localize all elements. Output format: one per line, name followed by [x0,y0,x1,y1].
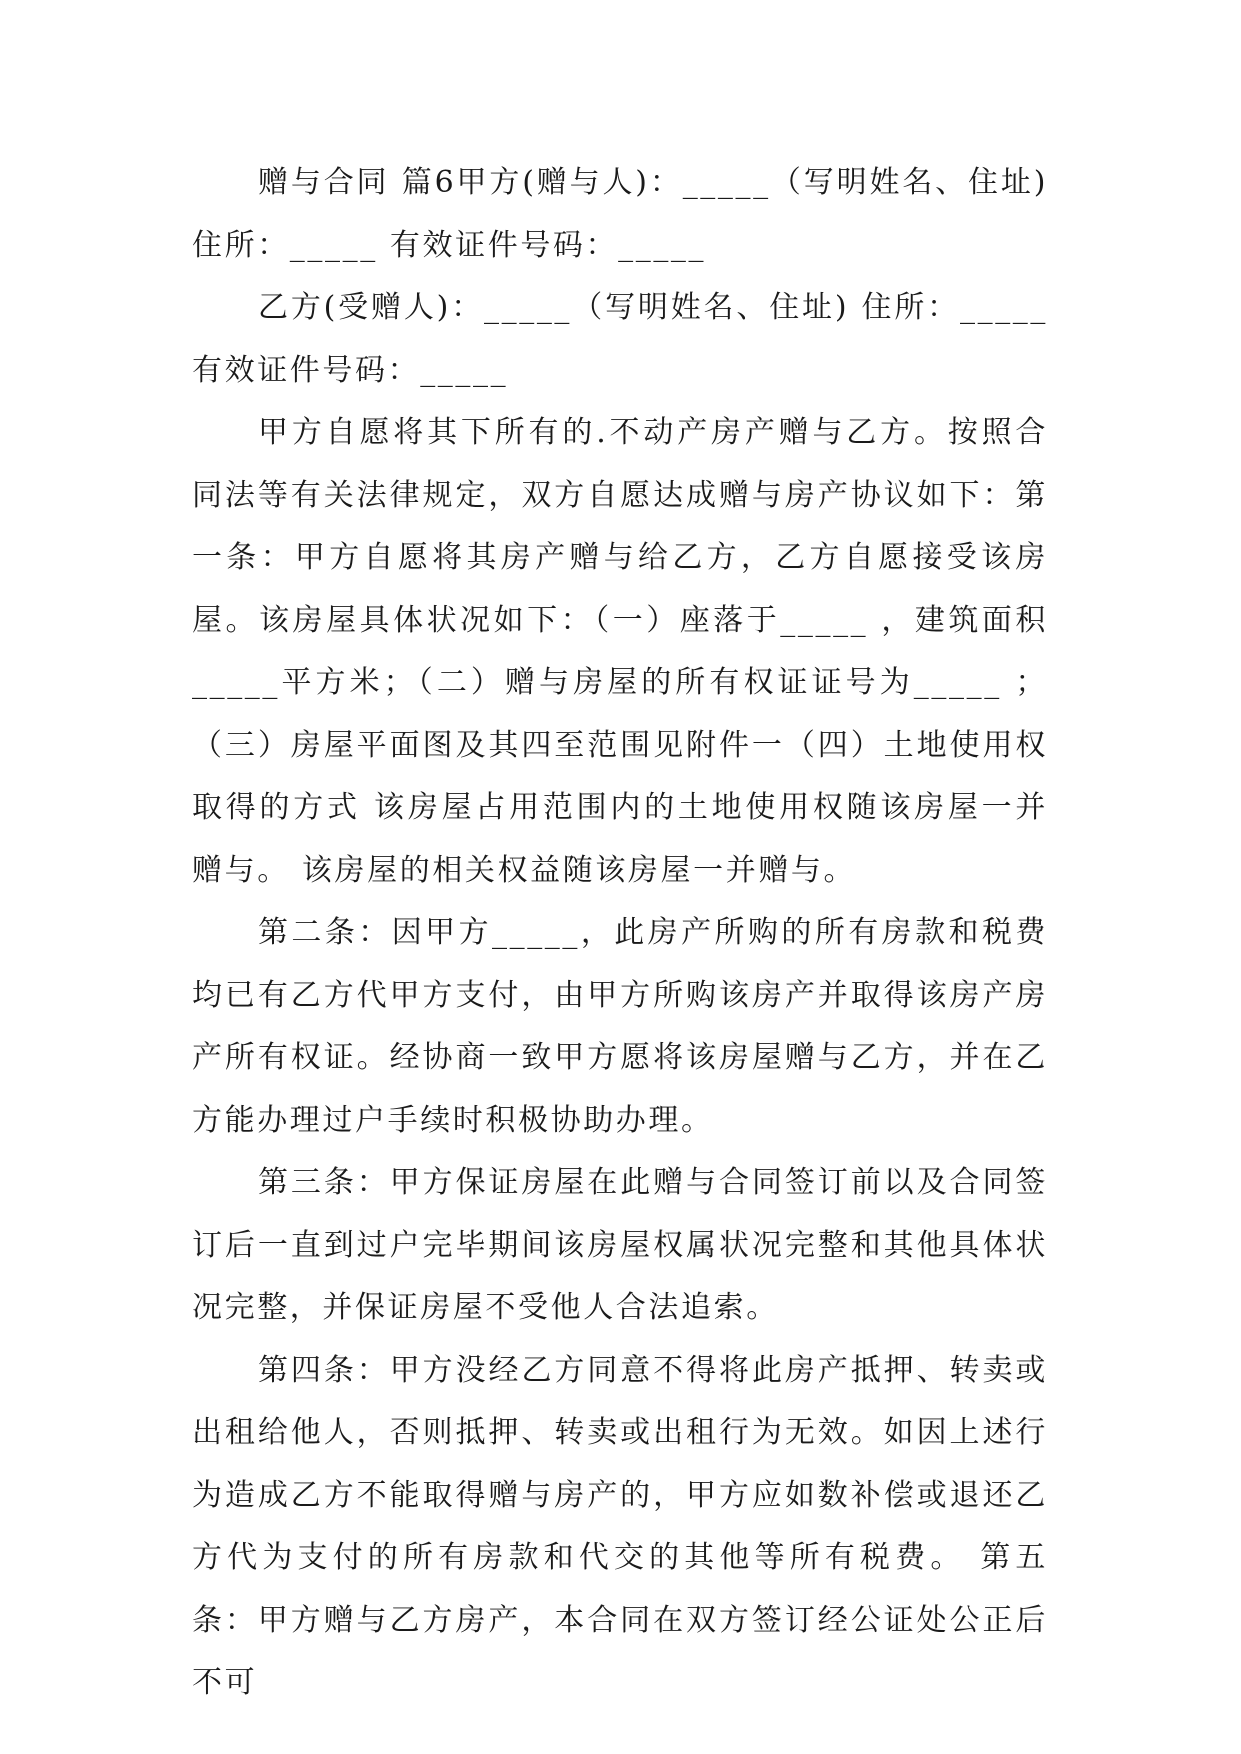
paragraph-article-2: 第二条：因甲方_____，此房产所购的所有房款和税费均已有乙方代甲方支付，由甲方所购该房产并取得该房产房产所有权证。经协商一致甲方愿将该房屋赠与乙方，并在乙方能办理过户手续时积极协助办理。 [192,915,1048,1138]
paragraph-donee-info: 乙方(受赠人)：_____（写明姓名、住址) 住所：_____ 有效证件号码：_____ [192,290,1048,388]
paragraph-article-4: 第四条：甲方没经乙方同意不得将此房产抵押、转卖或出租给他人，否则抵押、转卖或出租行为无效。如因上述行为造成乙方不能取得赠与房产的，甲方应如数补偿或退还乙方代为支付的所有房款和代交的其他等所有税费。 第五条：甲方赠与乙方房产，本合同在双方签订经公证处公正后不可 [192,1352,1048,1700]
paragraph-article-3: 第三条：甲方保证房屋在此赠与合同签订前以及合同签订后一直到过户完毕期间该房屋权属状况完整和其他具体状况完整，并保证房屋不受他人合法追索。 [192,1165,1048,1325]
paragraph-article-1: 甲方自愿将其下所有的.不动产房产赠与乙方。按照合同法等有关法律规定，双方自愿达成赠与房产协议如下：第一条：甲方自愿将其房产赠与给乙方，乙方自愿接受该房屋。该房屋具体状况如下：（一）座落于_____ ，建筑面积_____平方米；（二）赠与房屋的所有权证证号为_____ ；（三）房屋平面图及其四至范围见附件一（四）土地使用权取得的方式 该房屋占用范围内的土地使用权随该房屋一并赠与。 该房屋的相关权益随该房屋一并赠与。 [192,415,1048,888]
document-body [192,152,1048,1715]
paragraph-donor-info: 赠与合同 篇6甲方(赠与人)：_____（写明姓名、住址) 住所：_____ 有效证件号码：_____ [192,165,1048,263]
